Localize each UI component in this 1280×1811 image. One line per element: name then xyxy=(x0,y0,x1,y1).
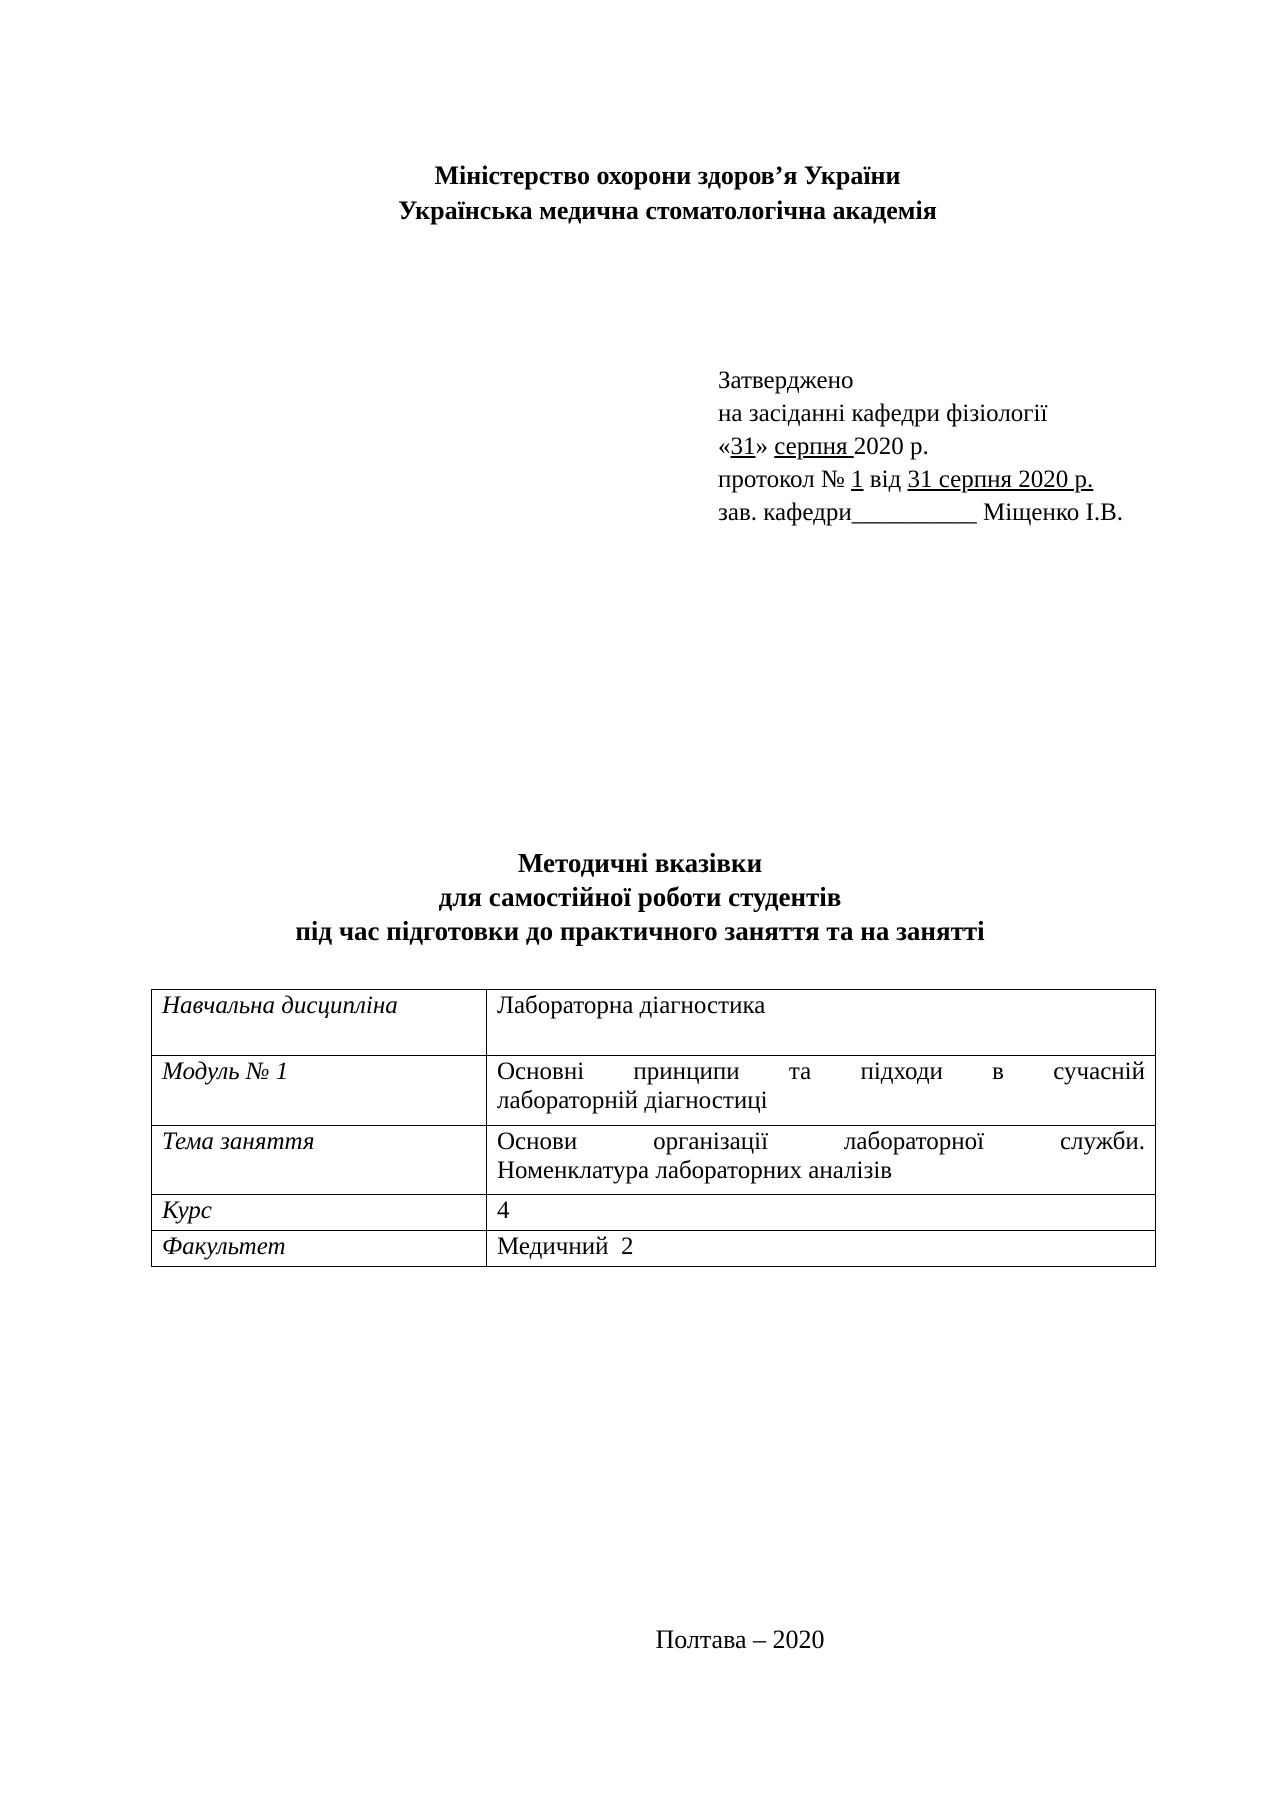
table-value-faculty: Медичний 2 xyxy=(487,1231,1156,1267)
table-key-discipline: Навчальна дисципліна xyxy=(152,990,487,1056)
ministry-name: Міністерство охорони здоров’я України xyxy=(434,161,901,190)
topic-line-1: Основи організації лабораторної служби. xyxy=(497,1128,1145,1155)
approval-day: 31 xyxy=(730,433,756,460)
protocol-number: 1 xyxy=(851,466,864,493)
quote-close: » xyxy=(755,433,775,460)
title-line-2: для самостійної роботи студентів xyxy=(438,882,842,912)
document-header xyxy=(0,158,1280,228)
signature-line: __________ xyxy=(851,499,977,526)
table-key-module: Модуль № 1 xyxy=(152,1056,487,1126)
table-row xyxy=(152,1231,1156,1267)
table-row xyxy=(152,990,1156,1056)
document-footer xyxy=(0,1623,1280,1657)
module-line-1: Основні принципи та підходи в сучасній xyxy=(497,1058,1145,1085)
document-title xyxy=(0,846,1280,948)
table-value-topic xyxy=(487,1126,1156,1195)
table-key-course: Курс xyxy=(152,1195,487,1231)
protocol-from: від xyxy=(863,466,908,493)
approval-date xyxy=(718,430,1123,463)
table-value-module xyxy=(487,1056,1156,1126)
place-year: Полтава – 2020 xyxy=(655,1625,825,1654)
academy-name: Українська медична стоматологічна академія xyxy=(398,196,937,225)
approval-protocol xyxy=(718,463,1123,496)
table-row xyxy=(152,1126,1156,1195)
head-label: зав. кафедри xyxy=(718,499,852,526)
approval-head xyxy=(718,496,1123,529)
approval-block xyxy=(718,364,1123,529)
course-info-table xyxy=(151,989,1156,1267)
table-row xyxy=(152,1056,1156,1126)
approval-month: серпня xyxy=(774,433,854,460)
topic-line-2: Номенклатура лабораторних аналізів xyxy=(497,1157,893,1184)
title-line-3: під час підготовки до практичного заняття та на занятті xyxy=(295,916,985,946)
table-value-course: 4 xyxy=(487,1195,1156,1231)
approval-title: Затверджено xyxy=(718,367,854,394)
head-name: Міщенко І.В. xyxy=(976,499,1123,526)
protocol-prefix: протокол № xyxy=(718,466,852,493)
title-line-1: Методичні вказівки xyxy=(517,848,763,878)
approval-meeting: на засіданні кафедри фізіології xyxy=(718,400,1048,427)
table-key-topic: Тема заняття xyxy=(152,1126,487,1195)
table-row xyxy=(152,1195,1156,1231)
approval-year: 2020 р. xyxy=(853,433,929,460)
protocol-date: 31 серпня 2020 р. xyxy=(907,466,1094,493)
quote-open: « xyxy=(718,433,731,460)
module-line-2: лабораторній діагностиці xyxy=(497,1087,768,1114)
table-value-discipline: Лабораторна діагностика xyxy=(487,990,1156,1056)
table-key-faculty: Факультет xyxy=(152,1231,487,1267)
